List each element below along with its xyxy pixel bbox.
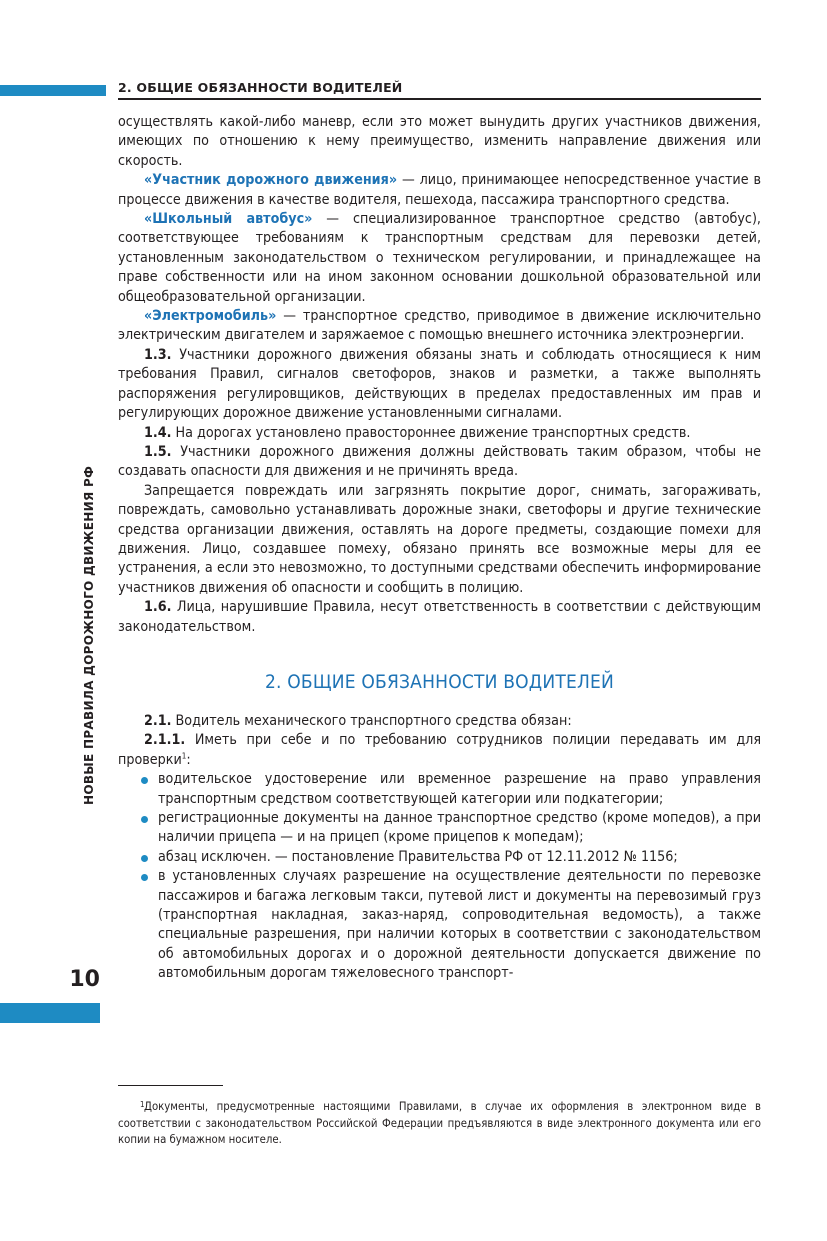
page-number: 10 bbox=[69, 967, 100, 992]
footnote-reference: 1 bbox=[181, 751, 187, 761]
list-item bbox=[118, 848, 761, 867]
header-accent-bar bbox=[0, 85, 106, 96]
definition-text: — специализированное транспортное средство (автобус), соответствующее требованиям к транспортным средствам для перевозки детей, установленным законодательством о техническом регулировании, и принадлежащее на праве собственности или на ином законном основании дошкольной образовательной или общеобразовательной организации. bbox=[118, 211, 761, 305]
bullet-dot-icon bbox=[141, 855, 148, 862]
defined-term: «Школьный автобус» bbox=[144, 211, 313, 228]
list-item bbox=[118, 867, 761, 983]
list-item-text: водительское удостоверение или временное разрешение на право управления транспортным средством соответствующей категории или подкатегории; bbox=[158, 771, 761, 807]
defined-term: «Электромобиль» bbox=[144, 308, 277, 325]
bullet-dot-icon bbox=[141, 777, 148, 784]
item-text: Водитель механического транспортного средства обязан: bbox=[171, 712, 572, 729]
numbered-paragraph bbox=[118, 712, 761, 731]
bullet-dot-icon bbox=[141, 874, 148, 881]
item-number: 2.1.1. bbox=[144, 732, 186, 749]
document-list bbox=[118, 770, 761, 983]
footnote-text: Документы, предусмотренные настоящими Правилами, в случае их оформления в электронном виде в соответствии с законодательством Российской Федерации предъявляются в виде электронного документа или его копии на бумажном носителе. bbox=[118, 1100, 761, 1147]
item-number: 1.6. bbox=[144, 599, 172, 616]
list-item-text: абзац исключен. — постановление Правительства РФ от 12.11.2012 № 1156; bbox=[158, 848, 678, 865]
item-number: 2.1. bbox=[144, 712, 172, 729]
numbered-paragraph bbox=[118, 731, 761, 770]
paragraph: осуществлять какой-либо маневр, если это может вынудить других участников движения, имеющих по отношению к нему преимущество, изменить направление движения или скорость. bbox=[118, 114, 761, 169]
header-rule bbox=[118, 98, 761, 100]
section-heading: 2. ОБЩИЕ ОБЯЗАННОСТИ ВОДИТЕЛЕЙ bbox=[264, 670, 615, 693]
main-text bbox=[118, 113, 761, 984]
list-item bbox=[118, 770, 761, 809]
definition-text: — лицо, принимающее непосредственное участие в процессе движения в качестве водителя, пешехода, пассажира транспортного средства. bbox=[118, 172, 761, 208]
list-item-text: регистрационные документы на данное транспортное средство (кроме мопедов), а при наличии прицепа — и на прицеп (кроме прицепов к мопедам); bbox=[158, 810, 761, 846]
item-text: Лица, нарушившие Правила, несут ответственность в соответствии с действующим законодательством. bbox=[118, 599, 761, 635]
item-number: 1.3. bbox=[144, 346, 172, 363]
numbered-paragraph bbox=[118, 346, 761, 424]
numbered-paragraph bbox=[118, 424, 761, 443]
definition-paragraph bbox=[118, 210, 761, 307]
numbered-paragraph bbox=[118, 443, 761, 482]
definition-paragraph bbox=[118, 171, 761, 210]
footnote-mark: 1 bbox=[140, 1100, 145, 1109]
item-text-tail: : bbox=[186, 751, 191, 768]
item-text: Участники дорожного движения обязаны знать и соблюдать относящиеся к ним требования Правил, сигналов светофоров, знаков и разметки, а также выполнять распоряжения регулировщиков, действующих в пределах предоставленных им прав и регулирующих дорожное движение установленными сигналами. bbox=[118, 346, 761, 422]
item-number: 1.5. bbox=[144, 443, 172, 460]
paragraph: Запрещается повреждать или загрязнять покрытие дорог, снимать, загораживать, повреждать, самовольно устанавливать дорожные знаки, светофоры и другие технические средства организации движения, оставлять на дороге предметы, создающие помехи для движения. Лицо, создавшее помеху, обязано принять все возможные меры для ее устранения, а если это невозможно, то доступными средствами обеспечить информирование участников движения об опасности и сообщить в полицию. bbox=[118, 482, 761, 596]
bullet-dot-icon bbox=[141, 816, 148, 823]
item-text: На дорогах установлено правостороннее движение транспортных средств. bbox=[171, 424, 691, 441]
definition-text: — транспортное средство, приводимое в движение исключительно электрическим двигателем и заряжаемое с помощью внешнего источника электроэнергии. bbox=[118, 308, 761, 344]
footnote-rule bbox=[118, 1085, 223, 1086]
numbered-paragraph bbox=[118, 598, 761, 637]
item-number: 1.4. bbox=[144, 424, 172, 441]
sidebar-book-title: НОВЫЕ ПРАВИЛА ДОРОЖНОГО ДВИЖЕНИЯ РФ bbox=[82, 465, 96, 805]
defined-term: «Участник дорожного движения» bbox=[144, 172, 398, 189]
footnote bbox=[118, 1099, 761, 1149]
page-number-accent-bar bbox=[0, 1003, 100, 1023]
definition-paragraph bbox=[118, 307, 761, 346]
item-text: Участники дорожного движения должны действовать таким образом, чтобы не создавать опасности для движения и не причинять вреда. bbox=[118, 443, 761, 480]
list-item-text: в установленных случаях разрешение на осуществление деятельности по перевозке пассажиров и багажа легковым такси, путевой лист и документы на перевозимый груз (транспортная накладная, заказ-наряд, сопроводительная ведомость), а также специальные разрешения, при наличии которых в соответствии с законодательством об автомобильных дорогах и о дорожной деятельности допускается движение по автомобильным дорогам тяжеловесного транспорт- bbox=[158, 868, 761, 982]
item-text: Иметь при себе и по требованию сотрудников полиции передавать им для проверки bbox=[118, 732, 761, 768]
running-header: 2. ОБЩИЕ ОБЯЗАННОСТИ ВОДИТЕЛЕЙ bbox=[118, 80, 403, 95]
list-item bbox=[118, 809, 761, 848]
